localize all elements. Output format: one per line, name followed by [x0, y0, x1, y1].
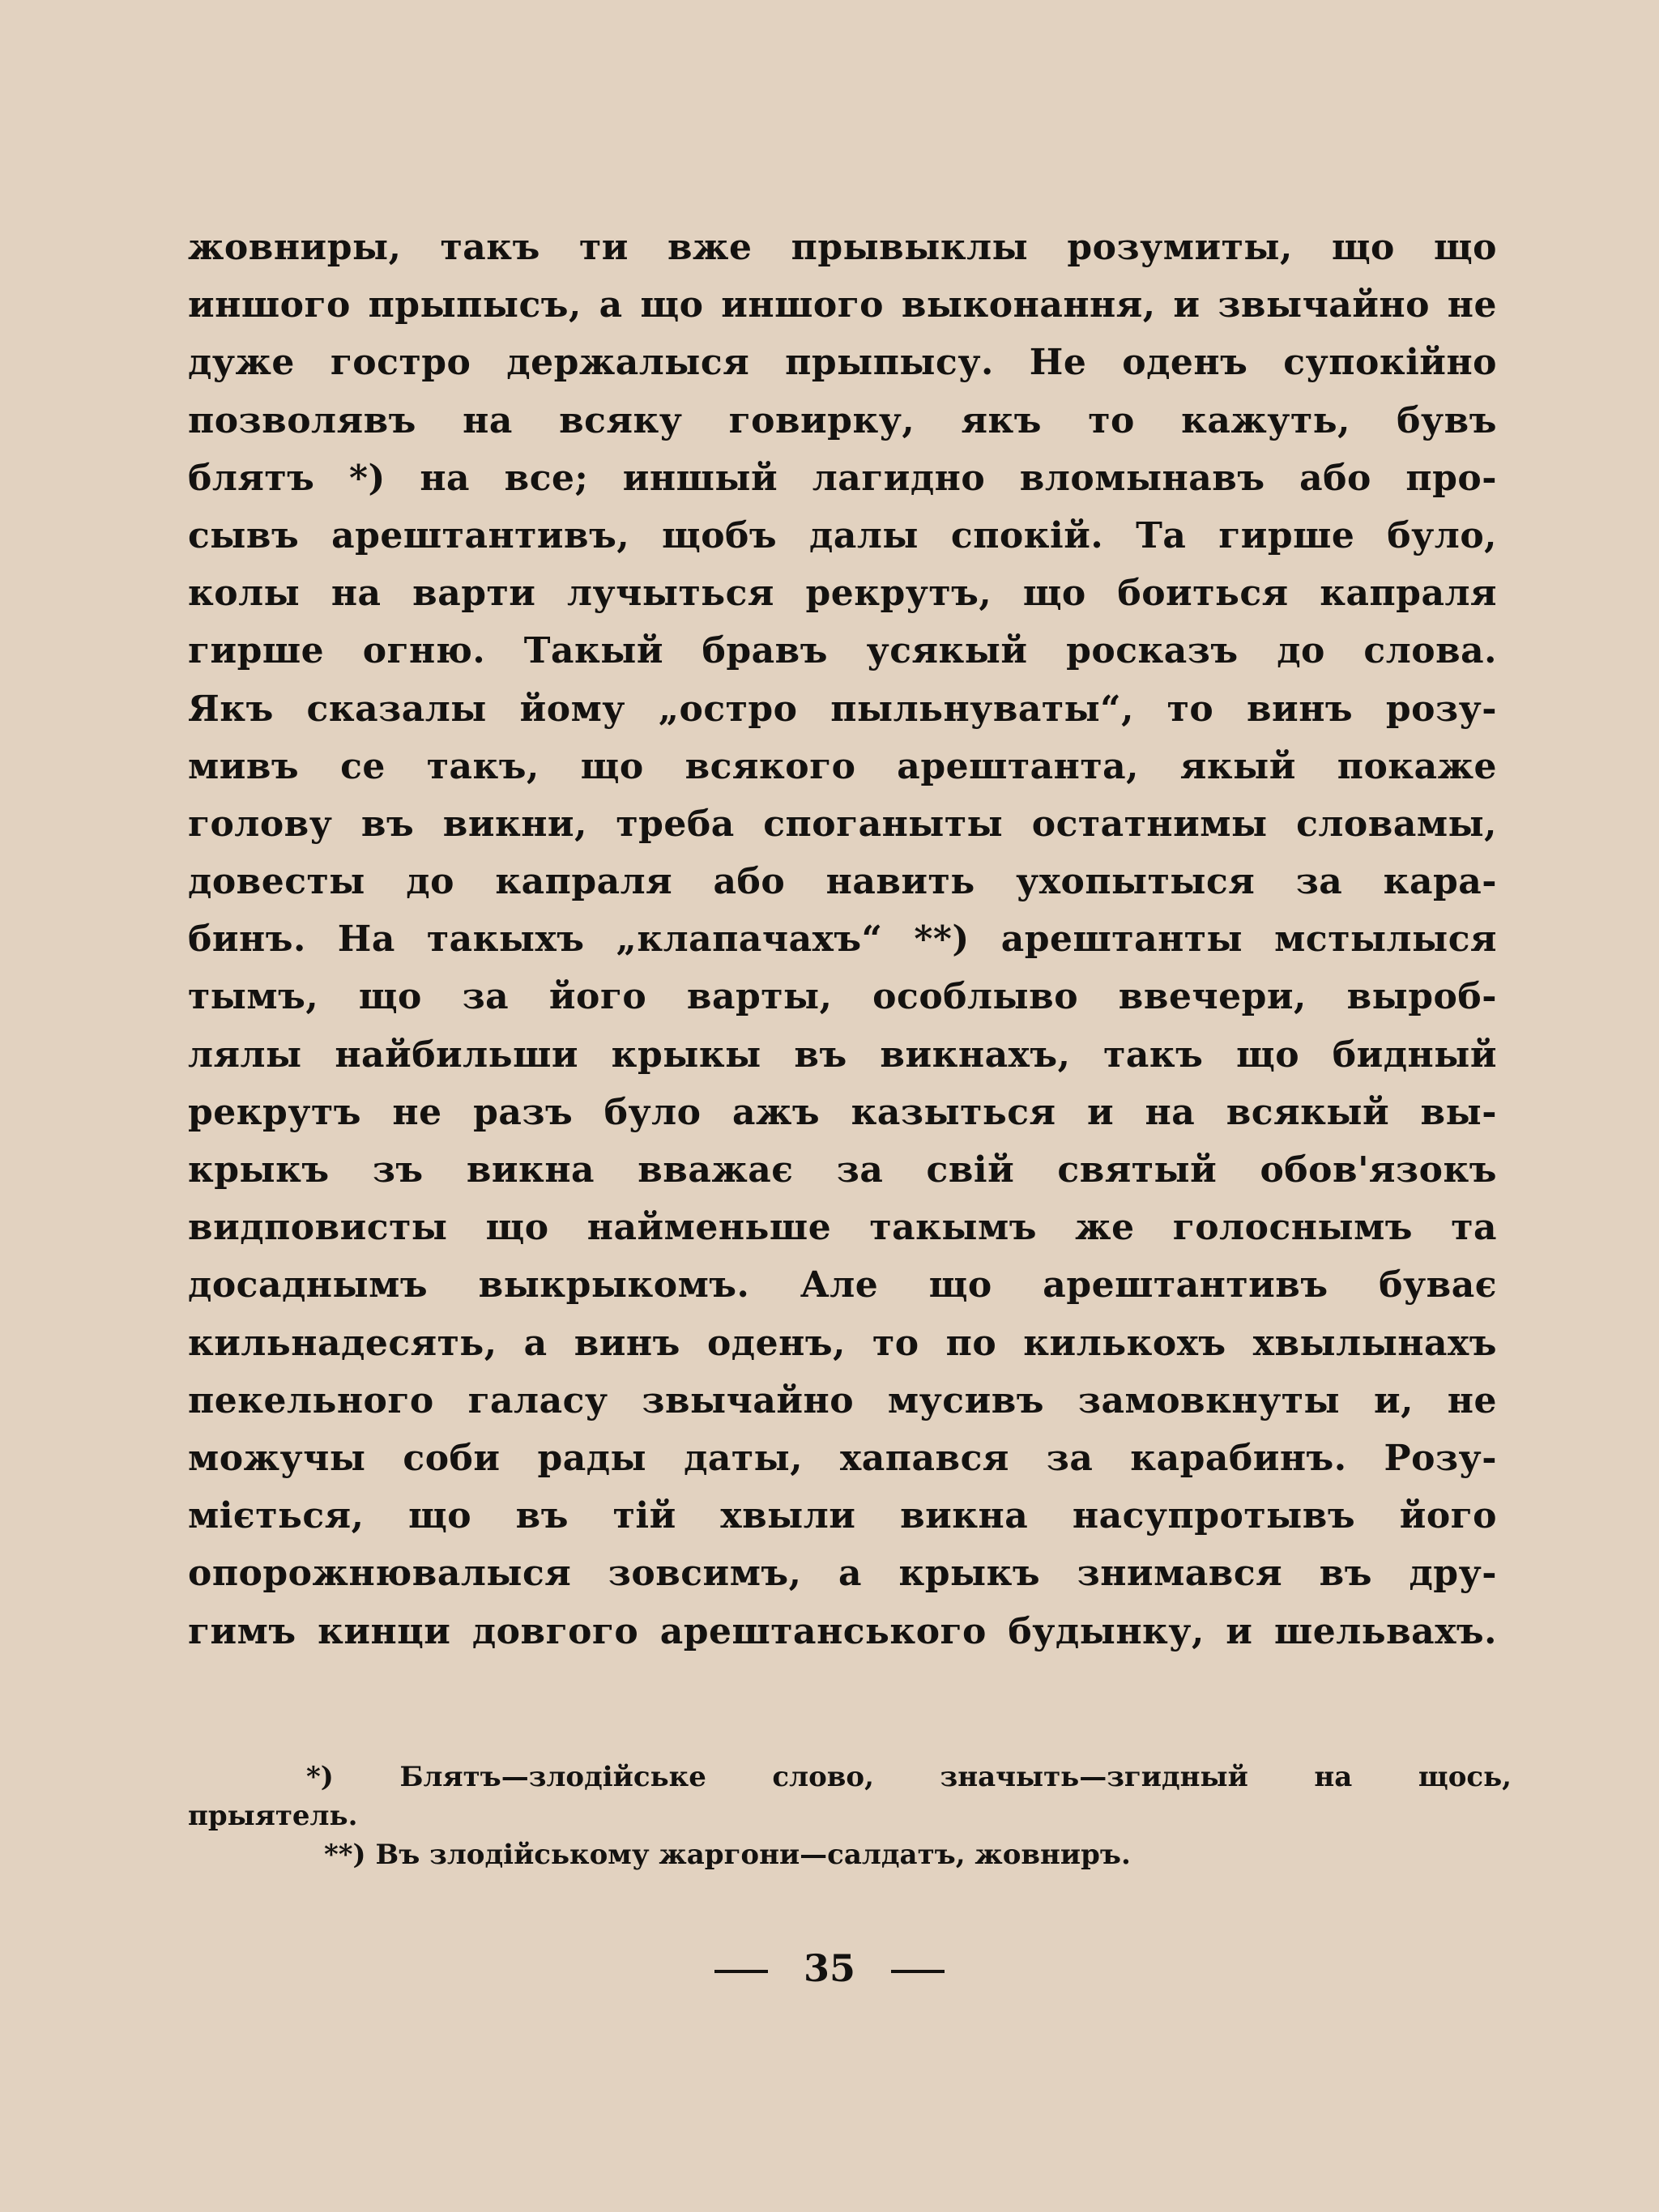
- text-line: колы на варти лучыться рекрутъ, що боиться капраля: [188, 573, 1497, 615]
- text-line: рекрутъ не разъ було ажъ казыться и на всякый вы-: [188, 1091, 1497, 1133]
- page-number-value: 35: [803, 1946, 855, 1990]
- footnotes: [188, 1758, 1512, 1874]
- footnote-2: **) Въ злодійському жаргони—салдатъ, жовниръ.: [324, 1839, 1131, 1871]
- text-line: видповисты що найменьше такымъ же голоснымъ та: [188, 1207, 1497, 1249]
- text-line: досаднымъ выкрыкомъ. Але що арештантивъ буває: [188, 1264, 1497, 1306]
- text-line: лялы найбильши крыкы въ викнахъ, такъ що бидный: [188, 1034, 1497, 1076]
- text-line: гимъ кинци довгого арештанського будынку, и шельвахъ.: [188, 1610, 1497, 1652]
- text-line: гирше огню. Такый бравъ усякый росказъ до слова.: [188, 630, 1497, 672]
- text-line: Якъ сказалы йому „остро пыльнуваты“, то винъ розу-: [188, 688, 1497, 730]
- text-line: пекельного галасу звычайно мусивъ замовкнуты и, не: [188, 1379, 1497, 1421]
- text-line: дуже гостро держалыся прыпысу. Не оденъ супокійно: [188, 342, 1497, 384]
- page-number-dash-left: [714, 1970, 768, 1973]
- footnote-1-line-2: прыятель.: [188, 1800, 358, 1832]
- text-line: позволявъ на всяку говирку, якъ то кажуть, бувъ: [188, 399, 1497, 441]
- footnote-1-line-1: *) Блятъ—злодійське слово, значыть—згидный на щось,: [306, 1761, 1512, 1793]
- page-number: [0, 1944, 1659, 1993]
- text-line: сывъ арештантивъ, щобъ далы спокій. Та гирше було,: [188, 514, 1497, 556]
- text-line: бинъ. На такыхъ „клапачахъ“ **) арештанты мстылыся: [188, 918, 1497, 961]
- page-number-dash-right: [891, 1970, 945, 1973]
- text-line: голову въ викни, треба споганыты остатнимы словамы,: [188, 803, 1497, 845]
- text-line: блятъ *) на все; иншый лагидно вломынавъ або про-: [188, 457, 1497, 499]
- text-line: кильнадесять, а винъ оденъ, то по килькохъ хвылынахъ: [188, 1322, 1497, 1364]
- text-line: крыкъ зъ викна вважає за свій святый обов'язокъ: [188, 1149, 1497, 1191]
- text-line: жовниры, такъ ти вже прывыклы розумиты, що що: [188, 227, 1497, 268]
- body-text: [188, 219, 1497, 1660]
- text-line: тымъ, що за його варты, особлыво ввечери, выроб-: [188, 976, 1497, 1018]
- text-line: опорожнювалыся зовсимъ, а крыкъ знимався въ дру-: [188, 1553, 1497, 1595]
- text-line: иншого прыпысъ, а що иншого выконання, и звычайно не: [188, 284, 1497, 326]
- text-line: довесты до капраля або навить ухопытыся за кара-: [188, 861, 1497, 903]
- text-line: міється, що въ тій хвыли викна насупротывъ його: [188, 1495, 1497, 1537]
- text-line: мивъ се такъ, що всякого арештанта, якый покаже: [188, 745, 1497, 787]
- text-line: можучы соби рады даты, хапався за карабинъ. Розу-: [188, 1437, 1497, 1479]
